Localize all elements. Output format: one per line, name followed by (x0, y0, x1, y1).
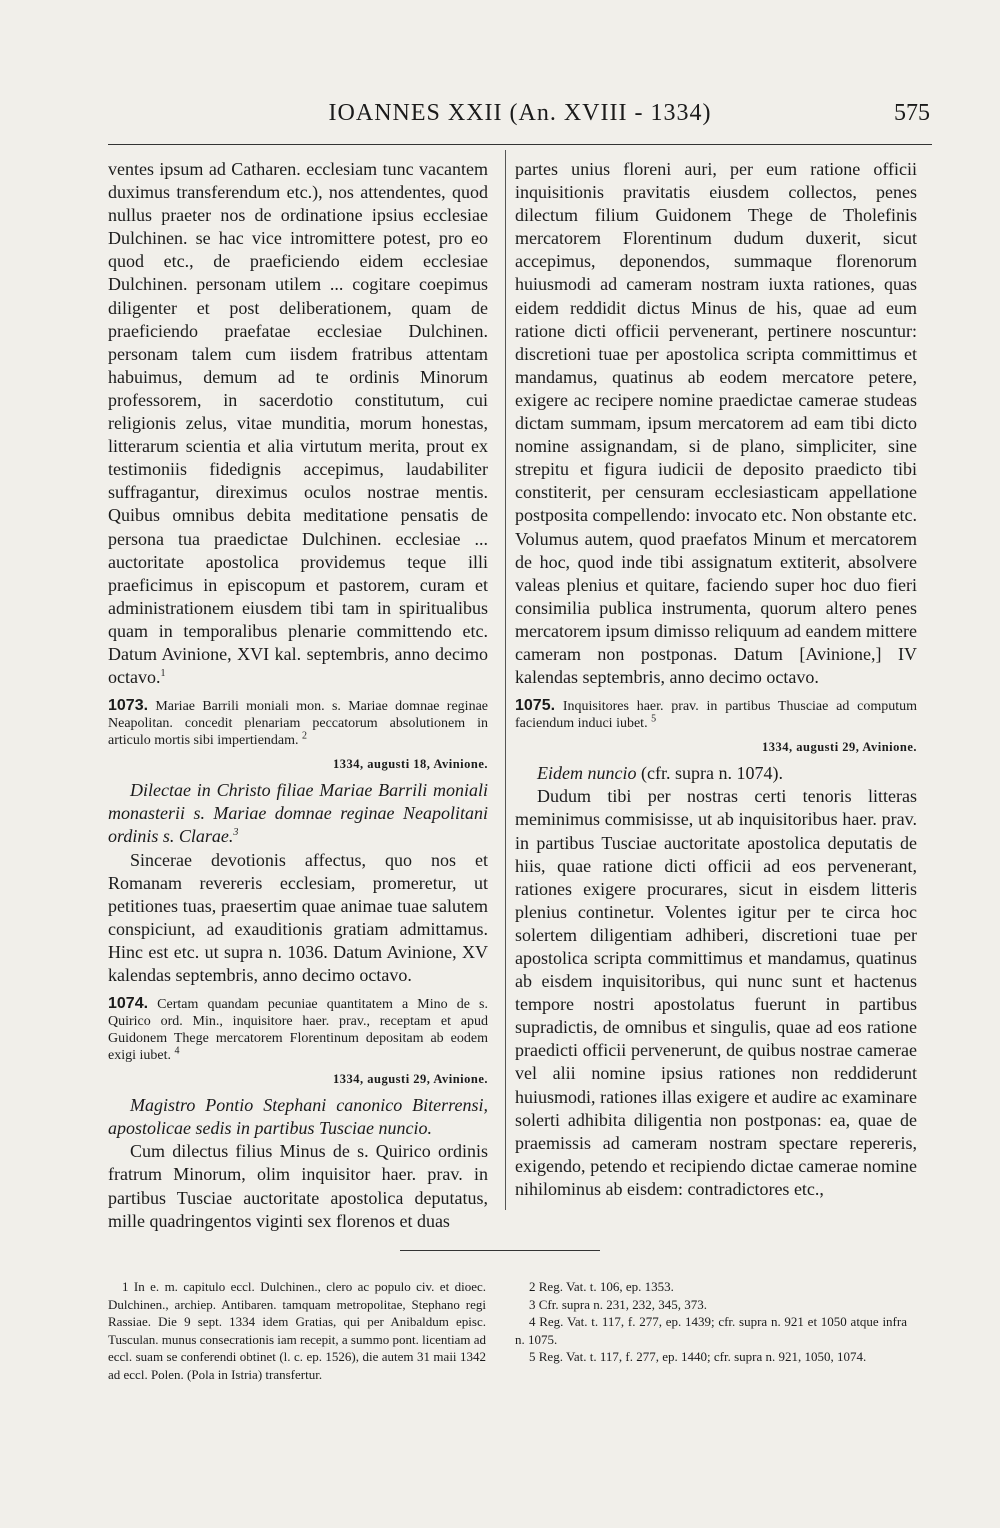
entry-address: Dilectae in Christo filiae Mariae Barrili moniali monasterii s. Mariae domnae reginae Neapolitani ordinis s. Clarae.$^3$ (108, 780, 488, 847)
footnote-ref: 1 (160, 668, 166, 680)
entry-number: 1073. (108, 697, 149, 715)
entry-body: Dudum tibi per nostras certi tenoris litteras meminimus commisisse, ut ab inquisitoribus haer. prav. in partibus Tusciae auctoritate apostolica deputatis de hiis, quae ratione dicti officii ad eos pervenerant, rationes exigere procurares, sicut in eisdem litteris plenius continetur. Volentes igitur per te circa hoc solertem diligentiam adhiberi, discretioni tuae per apostolica scripta committimus et mandamus, quatinus ab eisdem inquisitoribus, qui nunc sunt et hactenus tempore nostri apostolatus fuerunt in partibus supradictis, de omnibus et singulis, quae ad eos ratione praedicti officii pervenerunt, de quibus nostrae camerae vel alii nomine ipsius rationes non reddiderunt huiusmodi, rationes illas exigere et audire ac examinare solerti adhibita diligentia non postponas: ea, quae de praemissis ad cameram nostram spectare repereris, exigendo, petendo et recipiendo dictae camerae nomine nihilominus ab eisdem: contradictores etc., (515, 786, 917, 1199)
footnote: 1 In e. m. capitulo eccl. Dulchinen., clero ac populo civ. et dioec. Dulchinen., archiep. Antibaren. tamquam metropolitae, Stephano regi Rassiae. Die 9 sept. 1334 idem Gratias, qui per Anibaldum episc. Tusculan. munus consecrationis iam recepit, a summo pont. licentiam ad eccl. suam se conferendi obtinet (l. c. ep. 1526), die autem 31 maii 1342 ad eccl. Polen. (Pola in Istria) transfertur. (108, 1279, 486, 1382)
footnotes-right (515, 1278, 907, 1366)
footnote-rule (400, 1250, 600, 1251)
entry-date: 1334, augusti 29, Avinione. (762, 740, 917, 755)
footnote-ref: 5 (651, 713, 657, 725)
entry-body: Cum dilectus filius Minus de s. Quirico ordinis fratrum Minorum, olim inquisitor haer. prav. in partibus Tusciae auctoritate apostolica deputatus, mille quadringentos viginti sex florenos et duas (108, 1141, 488, 1231)
entry-address: Magistro Pontio Stephani canonico Biterrensi, apostolicae sedis in partibus Tusciae nuncio. (108, 1095, 488, 1139)
footnote-ref: 2 (302, 730, 308, 742)
entry-summary: Certam quandam pecuniae quantitatem a Mino de s. Quirico ord. Min., inquisitore haer. prav., receptam et apud Guidonem Thege mercatorem Florentinum depositam ab eodem exigi iubet. (108, 997, 488, 1064)
entry-1074-summary (108, 995, 488, 1064)
column-divider (505, 150, 506, 1210)
footnote: 5 Reg. Vat. t. 117, f. 277, ep. 1440; cfr. supra n. 921, 1050, 1074. (529, 1349, 867, 1364)
entry-number: 1075. (515, 697, 556, 715)
footnote: 2 Reg. Vat. t. 106, ep. 1353. (529, 1279, 674, 1294)
entry-date: 1334, augusti 29, Avinione. (333, 1072, 488, 1087)
footnote: 4 Reg. Vat. t. 117, f. 277, ep. 1439; cfr. supra n. 921 et 1050 atque infra n. 1075. (515, 1314, 907, 1347)
entry-number: 1074. (108, 995, 149, 1013)
footnote: 3 Cfr. supra n. 231, 232, 345, 373. (529, 1296, 708, 1312)
entry-body: Sincerae devotionis affectus, quo nos et Romanam revereris ecclesiam, promeretur, ut petitiones tuas, praesertim quae animae tuae salutem conspiciunt, ad exauditionis gratiam admittamus. Hinc est etc. ut supra n. 1036. Datum Avinione, XV kalendas septembris, anno decimo octavo. (108, 849, 488, 985)
entry-date: 1334, augusti 18, Avinione. (333, 757, 488, 772)
page-title: IOANNES XXII (An. XVIII - 1334) (328, 100, 712, 126)
entry-1075-summary (515, 697, 917, 732)
footnote-ref: 3 (233, 827, 239, 839)
running-head (110, 100, 930, 140)
paragraph: partes unius floreni auri, per eum ratione officii inquisitionis pravitatis eiusdem collectos, penes dilectum filium Guidonem Thege de Tholefinis mercatorem Florentinum dudum duxerit, sicut accepimus, deponendos, summaque florenorum huiusmodi ad cameram nostram iuxta rationes, quas eidem reddidit dictus Minus de his, quae ad eum ratione dicti officii pervenerant, pertinere noscuntur: discretioni tuae per apostolica scripta committimus et mandamus, quatinus ab eodem mercatore petere, exigere ac recipere nomine praedictae camerae studeas dictam summam, ipsum mercatorem ad eam tibi dicto nomine assignandam, si de plano, simpliciter, sine strepitu et figura iudicii de deposito praedicto tibi constiterit, per censuram ecclesiasticam appellatione postposita compellendo: invocato etc. Non obstante etc. Volumus autem, quod praefatos Minum et mercatorem de hoc, quod inde tibi assignatum extiterit, absolvere valeas plenius et quitare, faciendo super hoc duo fieri consimilia publica instrumenta, quorum altero penes mercatorem ipsum dimisso reliquum ad eandem mittere cameram non postponas. Datum [Avinione,] IV kalendas septembris, anno decimo octavo. (515, 159, 917, 688)
right-column (515, 158, 917, 1201)
page-number: 575 (894, 100, 930, 126)
footnotes-left (108, 1278, 486, 1383)
entry-1073-summary (108, 697, 488, 749)
entry-address: Eidem nuncio (cfr. supra n. 1074). (537, 763, 783, 784)
left-column (108, 158, 488, 1233)
entry-summary: Inquisitores haer. prav. in partibus Thusciae ad computum faciendum induci iubet. (515, 699, 917, 732)
entry-summary: Mariae Barrili moniali mon. s. Mariae domnae reginae Neapolitan. concedit plenariam peccatorum absolutionem in articulo mortis sibi impertiendam. (108, 699, 488, 749)
paragraph: ventes ipsum ad Catharen. ecclesiam tunc vacantem duximus transferendum etc.), nos attendentes, quod nullus praeter nos de ordinatione ipsius ecclesiae Dulchinen. se hac vice intromittere potest, pro eo quod etc., de praeficiendo eidem ecclesiae Dulchinen. personam utilem ... cogitare coepimus diligenter et post deliberationem, quam de praeficiendo praefatae ecclesiae Dulchinen. personam talem cum iisdem fratribus attentam habuimus, demum ad te ordinis Minorum professorem, in sacerdotio constitutum, cui religionis zelus, vitae munditia, morum honestas, litterarum scientia et alia virtutum merita, prout ex testimoniis fidedignis accepimus, laudabiliter suffragantur, direximus oculos nostrae mentis. Quibus omnibus debita meditatione pensatis de persona tua praedictae Dulchinen. ecclesiae ... auctoritate apostolica providemus teque illi praeficimus in episcopum et pastorem, curam et administrationem eiusdem tibi tam in spiritualibus quam in temporalibus plenarie committendo etc. Datum Avinione, XVI kal. septembris, anno decimo octavo.$^1$ (108, 159, 488, 688)
footnote-ref: 4 (174, 1045, 180, 1057)
header-rule (108, 144, 932, 145)
